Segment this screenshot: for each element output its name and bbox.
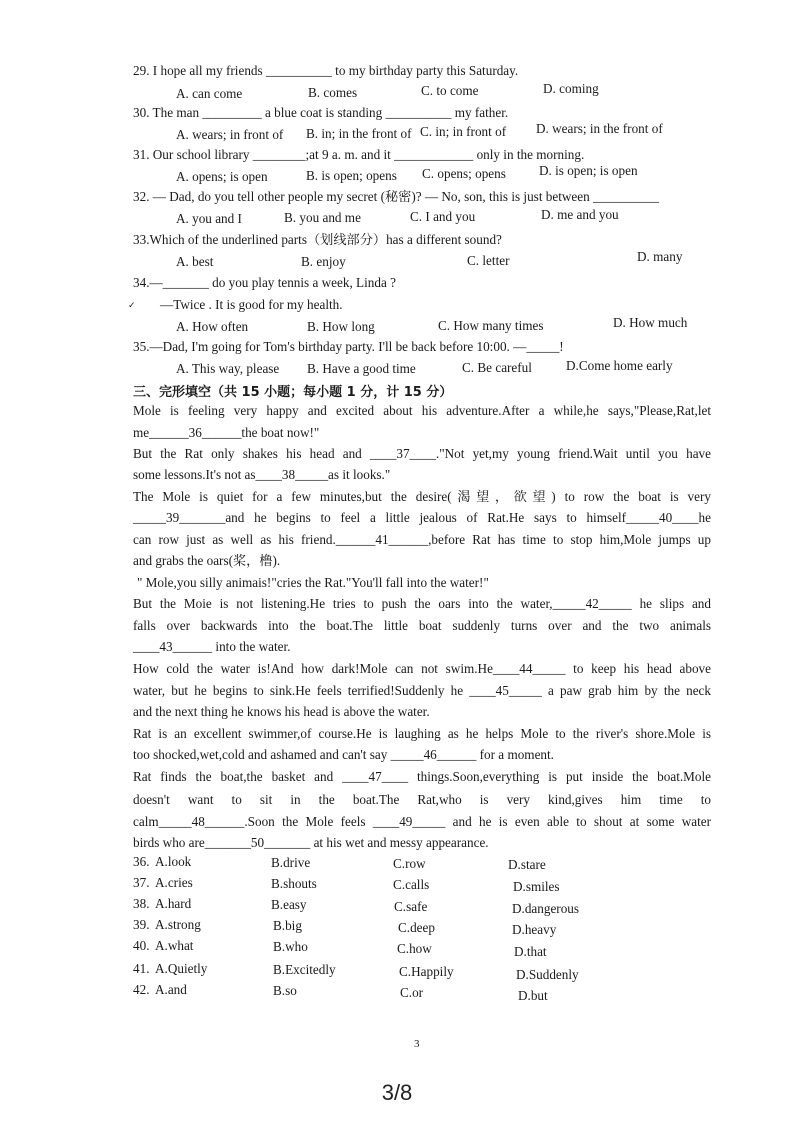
passage-line: " Mole,you silly animais!"cries the Rat."You'll fall into the water!" [137, 575, 489, 590]
passage-line: and the next thing he knows his head is above the water. [133, 704, 430, 719]
q31-option-a: A. opens; is open [176, 169, 268, 184]
passage-line: too shocked,wet,cold and ashamed and can't say _____46______ for a moment. [133, 747, 554, 762]
q34-option-c: C. How many times [438, 318, 544, 333]
q31-option-b: B. is open; opens [306, 168, 397, 183]
passage-line: How cold the water is!And how dark!Mole can not swim.He____44_____ to keep his head above [133, 661, 711, 676]
q30-option-d: D. wears; in the front of [536, 121, 663, 136]
q30-option-c: C. in; in front of [420, 124, 507, 139]
cloze-option-c: C.or [400, 985, 424, 1000]
q34-option-a: A. How often [176, 319, 249, 334]
page-number: 3 [414, 1038, 420, 1050]
cloze-option-d: D.heavy [512, 922, 557, 937]
q34-option-d: D. How much [613, 315, 688, 330]
question-34-stem: 34.—_______ do you play tennis a week, Linda ? [133, 275, 396, 290]
cloze-option-b: B.easy [271, 897, 307, 912]
cloze-option-b: B.so [273, 983, 297, 998]
cloze-option-number: 37. [133, 875, 150, 890]
cloze-option-d: D.dangerous [512, 901, 580, 916]
question-33-stem: 33.Which of the underlined parts（划线部分）has a different sound? [133, 232, 502, 247]
passage-line: _____39_______and he begins to feel a little jealous of Rat.He says to himself_____40____he [133, 510, 711, 525]
q29-option-c: C. to come [421, 83, 479, 98]
q32-option-d: D. me and you [541, 207, 619, 222]
cloze-option-a: A.strong [155, 917, 201, 932]
cloze-option-c: C.Happily [399, 964, 454, 979]
question-30-stem: 30. The man _________ a blue coat is standing __________ my father. [133, 105, 509, 120]
cloze-option-a: A.and [155, 982, 187, 997]
question-32-stem: 32. — Dad, do you tell other people my secret (秘密)? — No, son, this is just between __________ [133, 189, 659, 204]
exam-page: 29. I hope all my friends __________ to my birthday party this Saturday. A. can come B. comes C. to come D. coming 30. The man _________ a blue coat is standing __________ my father. A. wears; in front of B. in; in the front of C. in; in front of D. wears; in the front of 31. Our school library ________;at 9 a. m. and it ____________ only in the morning. A. opens; is open B. is open; opens C. opens; opens D. is open; is open 32. — Dad, do you tell other people my secret (秘密)? — No, son, this is just between __________ A. you and I B. you and me C. I and you D. me and you 33.Which of the underlined parts（划线部分）has a different sound? A. best B. enjoy C. letter D. many 34.—_______ do you play tennis a week, Linda ? ✓ —Twice . It is good for my health. A. How often B. How long C. How many times D. How much 35.—Dad, I'm going for Tom's birthday party. I'll be back before 10:00. —_____! A. This way, please B. Have a good time C. Be careful D.Come home early 三、完形填空（共 15 小题；每小题 1 分，计 15 分） Mole is feeling very happy and excited about his adventure.After a while,he says,"Please,Rat,let me______36______the boat now!" But the Rat only shakes his head and ____37____."Not yet,my young friend.Wait until you have some lessons.It's not as____38_____as it looks." The Mole is quiet for a few minutes,but the desire(渴望，欲望) to row the boat is very _____39_______and he begins to feel a little jealous of Rat.He says to himself_____40____he can row just as well as his friend.______41______,before Rat has time to stop him,Mole jumps up and grabs the oars(桨，橹). " Mole,you silly animais!"cries the Rat."You'll fall into the water!" But the Moie is not listening.He tries to push the oars into the water,_____42_____ he slips and falls over backwards into the boat.The little boat suddenly turns over and the two animals ____43______ into the water. How cold the water is!And how dark!Mole can not swim.He____44_____ to keep his head above water, but he begins to sink.He feels terrified!Suddenly he ____45_____ a paw grab him by the neck and the next thing he knows his head is above the water. Rat is an excellent swimmer,of course.He is laughing as he helps Mole to the river's shore.Mole is too shocked,wet,cold and ashamed and can't say _____46______ for a moment. Rat finds the boat,the basket and ____47____ things.Soon,everything is put inside the boat.Mole doesn't want to sit in the boat.The Rat,who is very kind,gives him time to calm_____48______.Soon the Mole feels ____49_____ and he is even able to shout at some water birds who are_______50_______ at his wet and messy appearance. 36. A.look B.drive C.row D.stare 37. A.cries B.shouts C.calls D.smiles 38. A.hard B.easy C.safe D.dangerous 39. A.strong B.big C.deep D.heavy 40. A.what B.who C.how D.that 41. A.Quietly B.Excitedly C.Happily D.Suddenly 42. A.and B.so C.or D.but 3 3/8 [0, 0, 794, 1123]
cloze-option-d: D.stare [508, 857, 546, 872]
passage-line: and grabs the oars(桨，橹). [133, 553, 281, 568]
passage-line: doesn't want to sit in the boat.The Rat,who is very kind,gives him time to [133, 792, 711, 807]
passage-line: water, but he begins to sink.He feels terrified!Suddenly he ____45_____ a paw grab him by the neck [133, 683, 711, 698]
passage-line: me______36______the boat now!" [133, 425, 320, 440]
cloze-option-number: 36. [133, 854, 150, 869]
cloze-option-b: B.drive [271, 855, 311, 870]
q33-option-d: D. many [637, 249, 683, 264]
passage-line: falls over backwards into the boat.The little boat suddenly turns over and the two animals [133, 618, 711, 633]
q29-option-d: D. coming [543, 81, 599, 96]
cloze-option-number: 41. [133, 961, 150, 976]
q29-option-a: A. can come [176, 86, 243, 101]
page-indicator: 3/8 [381, 1080, 413, 1105]
passage-line: But the Moie is not listening.He tries to push the oars into the water,_____42_____ he slips and [133, 596, 711, 611]
cloze-option-a: A.hard [155, 896, 192, 911]
cloze-option-d: D.but [518, 988, 548, 1003]
cloze-option-c: C.calls [393, 877, 430, 892]
passage-line: Mole is feeling very happy and excited about his adventure.After a while,he says,"Please,Rat,let [133, 403, 711, 418]
cloze-option-b: B.big [273, 918, 302, 933]
q32-option-c: C. I and you [410, 209, 476, 224]
passage-line: birds who are_______50_______ at his wet and messy appearance. [133, 835, 489, 850]
q32-option-b: B. you and me [284, 210, 361, 225]
question-31-stem: 31. Our school library ________;at 9 a. m. and it ____________ only in the morning. [133, 147, 585, 162]
cloze-option-c: C.safe [394, 899, 428, 914]
q31-option-c: C. opens; opens [422, 166, 506, 181]
q33-option-a: A. best [176, 254, 214, 269]
cloze-option-b: B.shouts [271, 876, 317, 891]
cloze-option-a: A.what [155, 938, 194, 953]
question-35-stem: 35.—Dad, I'm going for Tom's birthday party. I'll be back before 10:00. —_____! [133, 339, 564, 354]
cloze-option-c: C.how [397, 941, 432, 956]
section-heading: 三、完形填空（共 15 小题；每小题 1 分，计 15 分） [133, 385, 453, 400]
q34-option-b: B. How long [307, 319, 375, 334]
cloze-option-c: C.row [393, 856, 426, 871]
passage-line: some lessons.It's not as____38_____as it looks." [133, 467, 391, 482]
cloze-option-d: D.smiles [513, 879, 560, 894]
cloze-option-number: 42. [133, 982, 150, 997]
cloze-option-b: B.Excitedly [273, 962, 336, 977]
q31-option-d: D. is open; is open [539, 163, 638, 178]
q29-option-b: B. comes [308, 85, 358, 100]
cloze-option-number: 40. [133, 938, 150, 953]
q33-option-c: C. letter [467, 253, 510, 268]
q33-option-b: B. enjoy [301, 254, 346, 269]
q32-option-a: A. you and I [176, 211, 242, 226]
cloze-option-a: A.look [155, 854, 192, 869]
passage-line: Rat finds the boat,the basket and ____47____ things.Soon,everything is put inside the boat.Mole [133, 769, 711, 784]
q30-option-a: A. wears; in front of [176, 127, 284, 142]
q30-option-b: B. in; in the front of [306, 126, 412, 141]
passage-line: calm_____48______.Soon the Mole feels ____49_____ and he is even able to shout at some water [133, 814, 711, 829]
passage-line: The Mole is quiet for a few minutes,but the desire(渴望，欲望) to row the boat is very [133, 489, 711, 504]
cloze-option-a: A.cries [155, 875, 193, 890]
passage-line: ____43______ into the water. [133, 639, 291, 654]
passage-line: can row just as well as his friend.______41______,before Rat has time to stop him,Mole jumps up [133, 532, 711, 547]
cloze-option-c: C.deep [398, 920, 435, 935]
cloze-option-b: B.who [273, 939, 308, 954]
passage-line: Rat is an excellent swimmer,of course.He is laughing as he helps Mole to the river's shore.Mole is [133, 726, 711, 741]
cloze-option-number: 38. [133, 896, 150, 911]
cloze-option-number: 39. [133, 917, 150, 932]
q35-option-d: D.Come home early [566, 358, 673, 373]
cloze-option-a: A.Quietly [155, 961, 208, 976]
q35-option-a: A. This way, please [176, 361, 280, 376]
question-34-answer-line: —Twice . It is good for my health. [160, 297, 343, 312]
cloze-option-d: D.Suddenly [516, 967, 579, 982]
passage-line: But the Rat only shakes his head and ____37____."Not yet,my young friend.Wait until you have [133, 446, 711, 461]
cloze-option-d: D.that [514, 944, 547, 959]
q35-option-b: B. Have a good time [307, 361, 416, 376]
question-29-stem: 29. I hope all my friends __________ to my birthday party this Saturday. [133, 63, 519, 78]
q35-option-c: C. Be careful [462, 360, 532, 375]
